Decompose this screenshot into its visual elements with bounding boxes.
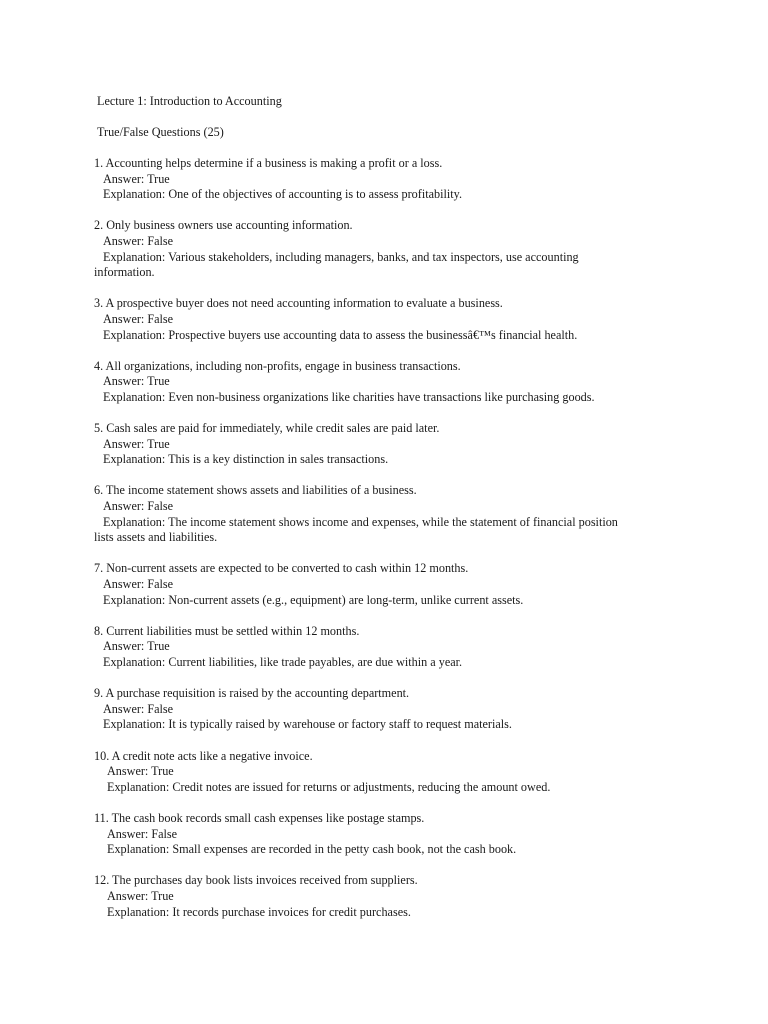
explanation-continuation: information. bbox=[94, 265, 155, 280]
question-text: 11. The cash book records small cash expenses like postage stamps. bbox=[94, 810, 425, 825]
question-text: 8. Current liabilities must be settled within 12 months. bbox=[94, 623, 360, 638]
question-text: 12. The purchases day book lists invoices received from suppliers. bbox=[94, 873, 418, 888]
question-text: 4. All organizations, including non-profits, engage in business transactions. bbox=[94, 358, 461, 373]
explanation-text: Explanation: Credit notes are issued for returns or adjustments, reducing the amount owed. bbox=[107, 779, 551, 794]
question-item bbox=[94, 873, 674, 920]
explanation-text: Explanation: Current liabilities, like trade payables, are due within a year. bbox=[103, 655, 463, 669]
question-text: 10. A credit note acts like a negative invoice. bbox=[94, 748, 313, 763]
explanation-text: Explanation: One of the objectives of accounting is to assess profitability. bbox=[103, 187, 462, 202]
answer-text: Answer: False bbox=[103, 701, 174, 716]
question-text: 2. Only business owners use accounting information. bbox=[94, 218, 353, 233]
question-item bbox=[94, 749, 674, 796]
document-subtitle: True/False Questions (25) bbox=[97, 125, 224, 139]
document-title: Lecture 1: Introduction to Accounting bbox=[97, 94, 282, 108]
question-item bbox=[94, 811, 674, 858]
question-text: 5. Cash sales are paid for immediately, while credit sales are paid later. bbox=[94, 421, 440, 436]
answer-text: Answer: True bbox=[103, 374, 170, 389]
answer-text: Answer: True bbox=[107, 888, 174, 903]
explanation-text: Explanation: Prospective buyers use accounting data to assess the businessâ€™s financial health. bbox=[103, 327, 578, 342]
question-item bbox=[94, 686, 674, 733]
question-text: 7. Non-current assets are expected to be converted to cash within 12 months. bbox=[94, 561, 469, 576]
explanation-text: Explanation: Non-current assets (e.g., equipment) are long-term, unlike current assets. bbox=[103, 592, 524, 607]
answer-text: Answer: False bbox=[103, 577, 174, 592]
explanation-text: Explanation: Even non-business organizations like charities have transactions like purchasing goods. bbox=[103, 389, 595, 404]
explanation-text: Explanation: The income statement shows income and expenses, while the statement of financial position bbox=[103, 514, 618, 529]
question-item bbox=[94, 359, 674, 406]
question-item bbox=[94, 483, 674, 545]
answer-text: Answer: False bbox=[107, 826, 178, 841]
question-item bbox=[94, 421, 674, 468]
answer-text: Answer: False bbox=[103, 499, 174, 514]
question-list bbox=[94, 156, 674, 920]
answer-text: Answer: False bbox=[103, 311, 174, 326]
question-text: 6. The income statement shows assets and liabilities of a business. bbox=[94, 483, 417, 498]
document-page bbox=[94, 94, 674, 936]
question-item bbox=[94, 218, 674, 280]
answer-text: Answer: True bbox=[103, 171, 170, 186]
question-item bbox=[94, 296, 674, 343]
explanation-text: Explanation: This is a key distinction in sales transactions. bbox=[103, 452, 389, 467]
question-item bbox=[94, 156, 674, 203]
explanation-text: Explanation: Small expenses are recorded in the petty cash book, not the cash book. bbox=[107, 842, 517, 857]
explanation-continuation: lists assets and liabilities. bbox=[94, 530, 218, 545]
explanation-text: Explanation: Various stakeholders, including managers, banks, and tax inspectors, use accounting bbox=[103, 249, 579, 264]
answer-text: Answer: False bbox=[103, 233, 174, 248]
explanation-text: Explanation: It is typically raised by warehouse or factory staff to request materials. bbox=[103, 717, 512, 732]
explanation-text: Explanation: It records purchase invoices for credit purchases. bbox=[107, 904, 411, 919]
question-item bbox=[94, 561, 674, 608]
question-text: 9. A purchase requisition is raised by the accounting department. bbox=[94, 686, 410, 701]
question-item bbox=[94, 624, 674, 671]
answer-text: Answer: True bbox=[103, 639, 170, 654]
answer-text: Answer: True bbox=[107, 764, 174, 779]
question-text: 3. A prospective buyer does not need accounting information to evaluate a business. bbox=[94, 296, 503, 311]
answer-text: Answer: True bbox=[103, 436, 170, 451]
question-text: 1. Accounting helps determine if a business is making a profit or a loss. bbox=[94, 156, 443, 170]
